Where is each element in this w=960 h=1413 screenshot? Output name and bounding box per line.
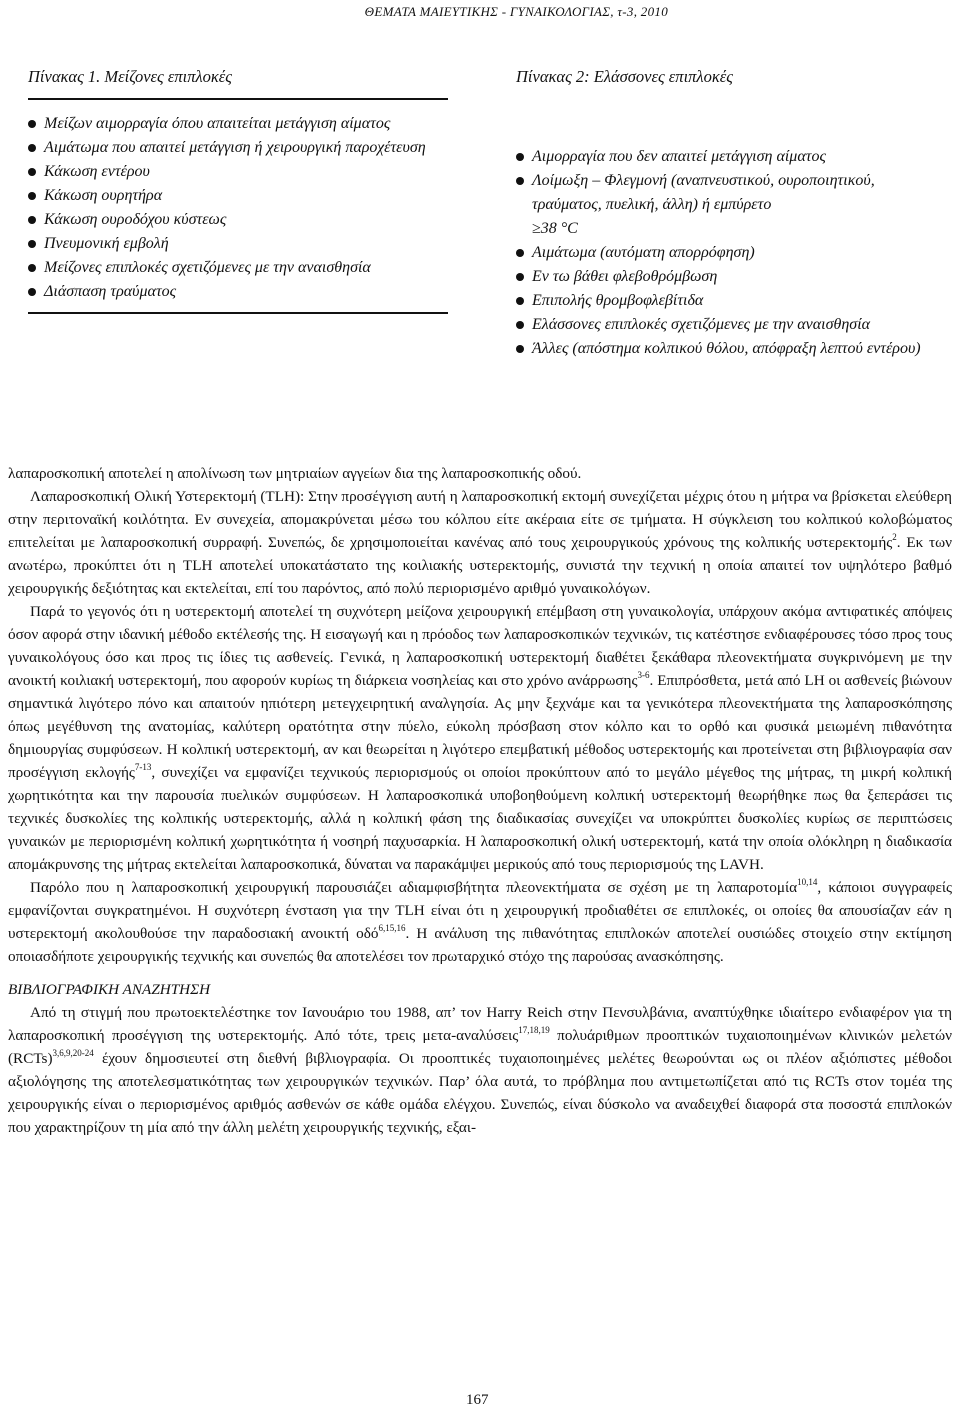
running-head: ΘΕΜΑΤΑ ΜΑΙΕΥΤΙΚΗΣ - ΓΥΝΑΙΚΟΛΟΓΙΑΣ, τ-3, 2010: [364, 4, 668, 19]
text-run: . Εκ των ανωτέρω, προκύπτει ότι η TLH αποτελεί υποκατάστατο της κοιλιακής υστερεκτομής, συνιστά την τεχνική η οποία απαιτεί τον υψηλότερο βαθμό χειρουργικής δεξιότητας και εκτελείται, επί του παρόντος, από πολύ περιορισμένο αριθμό γυναικολόγων.: [8, 534, 952, 597]
citation: 6,15,16: [378, 923, 406, 933]
text-run: Παρά το γεγονός ότι η υστερεκτομή αποτελεί τη συχνότερη μείζονα χειρουργική επέμβαση στη γυναικολογία, υπάρχουν ακόμα αντιφατικές απόψεις όσον αφορά στην ιδανική μέθοδο εκτέλεσής της. Η εισαγωγή και η πρόοδος των λαπαροσκοπικών τεχνικών, τις κατέστησε ενδιαφέρουσες τόσο προς τους γυναικολόγους όσο και προς τις ίδιες τις ασθενείς. Γενικά, η λαπαροσκοπική υστερεκτομή διαθέτει ξεκάθαρα πλεονεκτήματα συγκρινόμενη με την ανοικτή κοιλιακή υστερεκτομή, που αφορούν κυρίως τη διάρκεια νοσηλείας και στο χρόνο ανάρρωσης: [8, 603, 952, 689]
section-heading: ΒΙΒΛΙΟΓΡΑΦΙΚΗ ΑΝΑΖΗΤΗΣΗ: [8, 981, 211, 998]
text-run: Λαπαροσκοπική Ολική Υστερεκτομή (TLH): Στην προσέγγιση αυτή η λαπαροσκοπική εκτομή συνεχίζεται μέχρις ότου η μήτρα να βρίσκεται ελεύθερη στην περιτοναϊκή κοιλότητα. Εν συνεχεία, απομακρύνεται μέσω του κόλπου είτε ακέραια είτε σε τμήματα. Η σύγκλειση του κολπικού κολοβώματος επιτελείται με λαπαροσκοπική συρραφή. Συνεπώς, δε χρησιμοποιείται κανένας από τους χειρουργικούς χρόνους της κολπικής υστερεκτομής: [8, 488, 952, 551]
paragraph: [8, 1001, 952, 1139]
text-run: , κάποιοι συγγραφείς εμφανίζονται συγκρατημένοι. Η συχνότερη ένσταση για την TLH είναι ότι η χειρουργική προδιαθέτει σε επιπλοκές, οι οποίες θα απουσίαζαν εάν η υστερεκτομή ακολουθούσε την παραδοσιακή ανοικτή οδό: [8, 879, 952, 942]
list-item: Κάκωση ουροδόχου κύστεως: [28, 208, 448, 232]
citation: 17,18,19: [518, 1025, 550, 1035]
text-run: έχουν δημοσιευτεί στη διεθνή βιβλιογραφία. Οι προοπτικές τυχαιοποιημένες μελέτες θεωρούνται ως οι πλέον αξιόπιστες μέθοδοι αξιολόγησης της αποτελεσματικότητας των χειρουργικών τεχνικών. Παρ’ όλα αυτά, το πρόβλημα που αντιμετωπίζεται από τις RCTs στον τομέα της χειρουργικής είναι ο περιορισμένος αριθμός ασθενών σε κάθε ομάδα ελέγχου. Συνεπώς, είναι δύσκολο να αναδειχθεί διαφορά στα ποσοστά επιπλοκών που χαρακτηρίζουν τη μία από την άλλη μελέτη χειρουργικής τεχνικής, εξαι-: [8, 1050, 952, 1136]
table-major-complications: [28, 66, 448, 314]
text-run: Από τη στιγμή που πρωτοεκτελέστηκε τον Ιανουάριο του 1988, απ’ τον Harry Reich στην Πενσυλβάνια, αναπτύχθηκε ιδιαίτερο ενδιαφέρον για τη λαπαροσκοπική προσέγγιση της υστερεκτομής. Από τότε, τρεις μετα-αναλύσεις: [8, 1004, 952, 1044]
paragraph: [8, 876, 952, 968]
table-minor-complications: [516, 66, 948, 361]
text-run: Παρόλο που η λαπαροσκοπική χειρουργική παρουσιάζει αδιαμφισβήτητα πλεονεκτήματα σε σχέση με τη λαπαροτομία: [30, 879, 798, 896]
page-number: 167: [466, 1392, 489, 1408]
list-item: Αιμάτωμα (αυτόματη απορρόφηση): [516, 241, 948, 265]
complications-list: [28, 112, 448, 304]
text-run: . Επιπρόσθετα, μετά από LH οι ασθενείς βιώνουν σημαντικά λιγότερο πόνο και απαιτούν ηπιότερη μετεγχειρητική αναλγησία. Ας μην ξεχνάμε και τα γενικότερα πλεονεκτήματα της λαπαροσκόπησης όπως μεγέθυνση της ανατομίας, καλύτερη ορατότητα στην πύελο, εύκολη πρόσβαση στον κόλπο και το ορθό και φυσικά μειωμένη πιθανότητα δημιουργίας συμφύσεων. Η κολπική υστερεκτομή, αν και θεωρείται η λιγότερο επεμβατική μέθοδος υστερεκτομής και προτείνεται στη βιβλιογραφία σαν προσέγγιση εκλογής: [8, 672, 952, 781]
table-top-rule: [28, 98, 448, 100]
list-item: Κάκωση ουρητήρα: [28, 184, 448, 208]
list-item-text: Λοίμωξη – Φλεγμονή (αναπνευστικού, ουροποιητικού, τραύματος, πυελική, άλλη) ή εμπύρετο: [532, 172, 875, 213]
list-item: Επιπολής θρομβοφλεβίτιδα: [516, 289, 948, 313]
list-item: [516, 169, 948, 241]
list-item: Διάσπαση τραύματος: [28, 280, 448, 304]
complications-list: [516, 145, 948, 361]
citation: 7-13: [134, 762, 152, 772]
citation: 3,6,9,20-24: [52, 1048, 94, 1058]
list-item: Κάκωση εντέρου: [28, 160, 448, 184]
citation: 2: [892, 532, 897, 542]
citation: 3-6: [637, 670, 650, 680]
paragraph: [8, 600, 952, 876]
list-item: Άλλες (απόστημα κολπικού θόλου, απόφραξη λεπτού εντέρου): [516, 337, 948, 361]
list-item: Μείζων αιμορραγία όπου απαιτείται μετάγγιση αίματος: [28, 112, 448, 136]
text-run: , συνεχίζει να εμφανίζει τεχνικούς περιορισμούς οι οποίοι προκύπτουν από το μεγάλο μέγεθος της μήτρας, τη μικρή κολπική χωρητικότητα και την παρουσία πυελικών συμφύσεων. Η λαπαροσκοπικά υποβοηθούμενη κολπική υστερεκτομή θεωρήθηκε πως θα ξεπεράσει τις τεχνικές δυσκολίες της κολπικής υστερεκτομής, αλλά η κολπική φάση της διαδικασίας συνεχίζει να υποκρύπτει δυσκολίες κυρίως σε περιπτώσεις γυναικών με περιορισμένη κολπική χωρητικότητα ή νοσηρή παχυσαρκία. Η λαπαροσκοπική ολική υστερεκτομή, κατά την οποία ολόκληρη η διαδικασία απομάκρυνσης της μήτρας εκτελείται λαπαροσκοπικά, δύναται να παρακάμψει μερικούς από τους περιορισμούς της LAVH.: [8, 764, 952, 873]
list-item: Εν τω βάθει φλεβοθρόμβωση: [516, 265, 948, 289]
citation: 10,14: [797, 877, 818, 887]
paragraph: λαπαροσκοπική αποτελεί η απολίνωση των μητριαίων αγγείων δια της λαπαροσκοπικής οδού.: [8, 465, 582, 482]
list-item: Πνευμονική εμβολή: [28, 232, 448, 256]
article-body: [8, 462, 952, 1139]
table-title: Πίνακας 1. Μείζονες επιπλοκές: [28, 67, 232, 86]
list-item: Αιμορραγία που δεν απαιτεί μετάγγιση αίματος: [516, 145, 948, 169]
fever-threshold: ≥38 °C: [532, 220, 578, 237]
table-bottom-rule: [28, 312, 448, 314]
list-item: Ελάσσονες επιπλοκές σχετιζόμενες με την αναισθησία: [516, 313, 948, 337]
paragraph: [8, 485, 952, 600]
list-item: Αιμάτωμα που απαιτεί μετάγγιση ή χειρουργική παροχέτευση: [28, 136, 448, 160]
text-run: πολυάριθμων προοπτικών τυχαιοποιημένων κλινικών μελετών (RCTs): [8, 1027, 953, 1067]
text-run: . Η ανάλυση της πιθανότητας επιπλοκών αποτελεί ουσιώδες στοιχείο στην εκτίμηση οποιασδήποτε χειρουργικής τεχνικής και συνεπώς θα αποτελέσει τον πρωταρχικό στόχο της παρούσας ανασκόπησης.: [8, 925, 953, 965]
table-title: Πίνακας 2: Ελάσσονες επιπλοκές: [516, 67, 733, 86]
list-item: Μείζονες επιπλοκές σχετιζόμενες με την αναισθησία: [28, 256, 448, 280]
